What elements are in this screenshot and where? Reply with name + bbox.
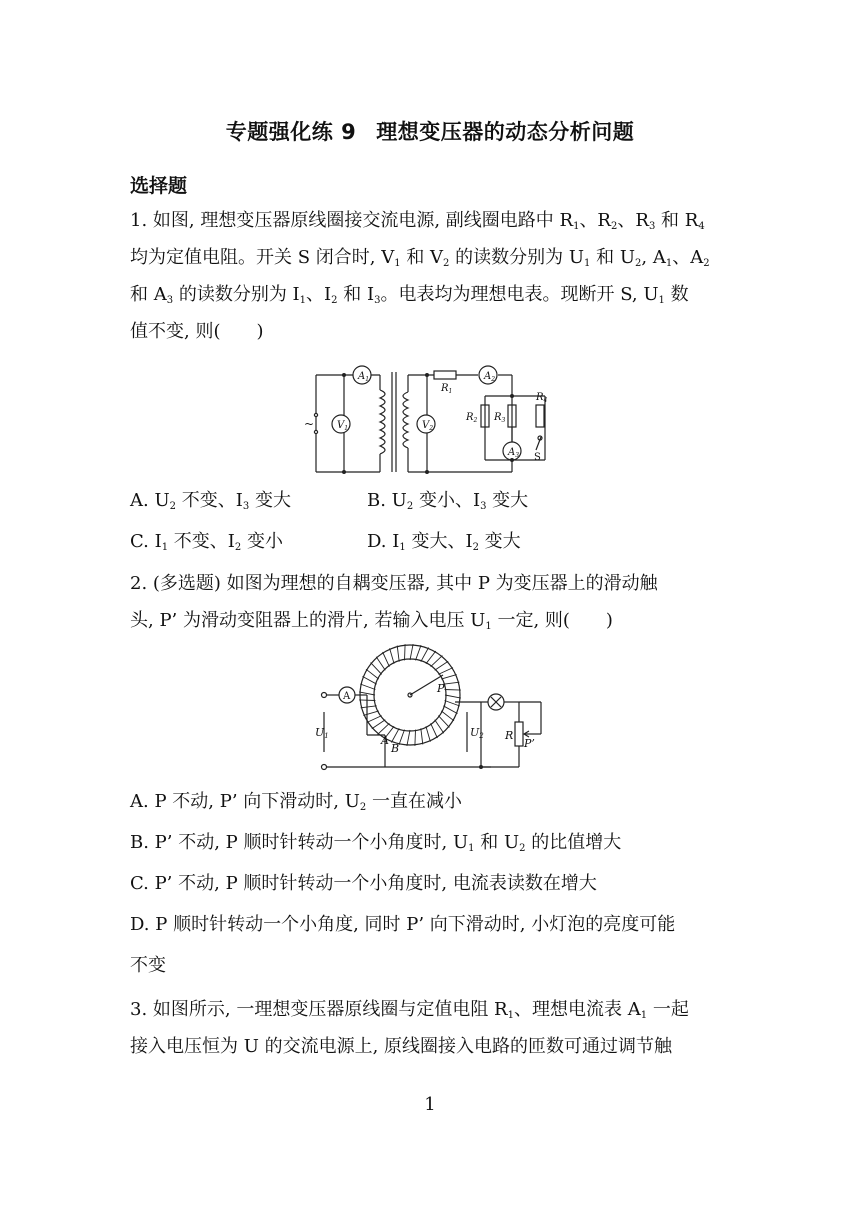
label-R: R bbox=[505, 729, 514, 742]
coil-winding bbox=[410, 644, 413, 660]
coil-winding bbox=[397, 646, 399, 662]
label-A1: $A_1$ bbox=[358, 371, 370, 383]
title-part2: 理想变压器的动态分析问题 bbox=[376, 120, 635, 144]
coil-winding bbox=[431, 656, 443, 667]
q3-line-1: 3. 如图所示, 一理想变压器原线圈与定值电阻 $R_1$、理想电流表 $A_1$ 一起 bbox=[130, 999, 689, 1021]
coil-winding bbox=[443, 706, 457, 714]
coil-winding bbox=[445, 690, 461, 691]
coil-winding bbox=[421, 728, 423, 744]
q1-line-1: 1. 如图, 理想变压器原线圈接交流电源, 副线圈电路中 $R_1$、$R_2$、$R_3$ 和 $R_4$ bbox=[130, 210, 705, 232]
section-heading: 选择题 bbox=[130, 175, 188, 197]
coil-winding bbox=[426, 726, 431, 742]
label-V1: $V_1$ bbox=[337, 420, 349, 432]
label-V2: $V_2$ bbox=[422, 420, 434, 432]
coil-winding bbox=[360, 684, 375, 690]
label-P-prime: P’ bbox=[524, 737, 535, 750]
coil-winding bbox=[435, 720, 444, 734]
question-2-stem bbox=[130, 565, 740, 639]
label-A2: $A_2$ bbox=[484, 371, 496, 383]
coil-winding bbox=[383, 652, 390, 667]
q2-option-A: A. P 不动, P’ 向下滑动时, $U_2$ 一直在减小 bbox=[130, 791, 462, 813]
q1-option-B: B. $U_2$ 变小、$I_3$ 变大 bbox=[367, 490, 529, 512]
title-part1: 专题强化练 9 bbox=[225, 120, 357, 144]
label-A3: $A_3$ bbox=[508, 447, 520, 459]
coil-winding bbox=[376, 657, 385, 671]
coil-winding bbox=[390, 648, 395, 664]
q2-option-D: D. P 顺时针转动一个小角度, 同时 P’ 向下滑动时, 小灯泡的亮度可能 bbox=[130, 914, 676, 935]
coil-winding bbox=[421, 648, 429, 662]
label-R3: $R_3$ bbox=[494, 412, 506, 424]
coil-winding bbox=[363, 676, 377, 684]
q2-line-1: 2. (多选题) 如图为理想的自耦变压器, 其中 P 为变压器上的滑动触 bbox=[130, 573, 658, 594]
ammeter-label: A bbox=[343, 691, 351, 702]
coil-winding bbox=[431, 723, 438, 738]
coil-winding bbox=[416, 645, 422, 660]
coil-winding bbox=[405, 644, 406, 660]
ac-source-icon: ~ bbox=[304, 417, 315, 431]
circuit-diagram-1 bbox=[300, 360, 560, 478]
coil-winding bbox=[366, 669, 379, 679]
page-number: 1 bbox=[424, 1094, 436, 1115]
coil-winding bbox=[435, 661, 449, 670]
question-3-stem bbox=[130, 991, 740, 1065]
coil-winding bbox=[407, 730, 410, 746]
page-title bbox=[0, 116, 860, 146]
coil-winding bbox=[399, 730, 405, 745]
coil-winding bbox=[371, 663, 382, 675]
coil-winding bbox=[372, 720, 386, 729]
coil-winding bbox=[415, 730, 416, 746]
coil-winding bbox=[378, 723, 390, 734]
q1-option-C: C. $I_1$ 不变、$I_2$ 变小 bbox=[130, 531, 284, 553]
coil-winding bbox=[445, 695, 461, 698]
label-R2: $R_2$ bbox=[466, 412, 478, 424]
label-terminal-A: A bbox=[381, 734, 389, 747]
coil-winding bbox=[361, 706, 377, 708]
q2-line-2: 头, P’ 为滑动变阻器上的滑片, 若输入电压 $U_1$ 一定, 则( ) bbox=[130, 610, 613, 632]
label-R4: $R_4$ bbox=[536, 392, 548, 404]
q2-option-B: B. P’ 不动, P 顺时针转动一个小角度时, $U_1$ 和 $U_2$ 的比值增大 bbox=[130, 832, 622, 854]
label-terminal-B: B bbox=[391, 742, 400, 755]
label-S: S bbox=[534, 452, 541, 463]
q2-option-C: C. P’ 不动, P 顺时针转动一个小角度时, 电流表读数在增大 bbox=[130, 873, 597, 894]
q1-line-3: 和 $A_3$ 的读数分别为 $I_1$、$I_2$ 和 $I_3$。电表均为理想电表。现断开 S, $U_1$ 数 bbox=[130, 284, 689, 306]
q1-line-2: 均为定值电阻。开关 S 闭合时, $V_1$ 和 $V_2$ 的读数分别为 $U_1$ 和 $U_2$, $A_1$、$A_2$ bbox=[130, 247, 710, 269]
coil-winding bbox=[441, 675, 457, 680]
coil-winding bbox=[391, 728, 399, 742]
question-1-stem bbox=[130, 202, 740, 350]
coil-winding bbox=[426, 651, 436, 664]
coil-winding bbox=[443, 682, 459, 684]
q1-option-D: D. $I_1$ 变大、$I_2$ 变大 bbox=[367, 531, 521, 553]
q2-option-D-cont: 不变 bbox=[130, 955, 166, 976]
coil-winding bbox=[445, 701, 460, 707]
q3-line-2: 接入电压恒为 U 的交流电源上, 原线圈接入电路的匝数可通过调节触 bbox=[130, 1036, 673, 1057]
q1-option-A: A. $U_2$ 不变、$I_3$ 变大 bbox=[130, 490, 291, 512]
circuit-diagram-2 bbox=[305, 640, 565, 775]
q1-line-4: 值不变, 则( ) bbox=[130, 321, 264, 342]
label-R1: $R_1$ bbox=[441, 383, 453, 395]
label-U1: U1 bbox=[315, 726, 329, 740]
label-P: P bbox=[437, 682, 445, 695]
coil-winding bbox=[438, 668, 453, 675]
label-U2: U2 bbox=[470, 726, 484, 740]
coil-winding bbox=[367, 716, 382, 723]
coil-winding bbox=[438, 716, 449, 728]
coil-winding bbox=[441, 711, 454, 721]
coil-winding bbox=[363, 711, 379, 716]
